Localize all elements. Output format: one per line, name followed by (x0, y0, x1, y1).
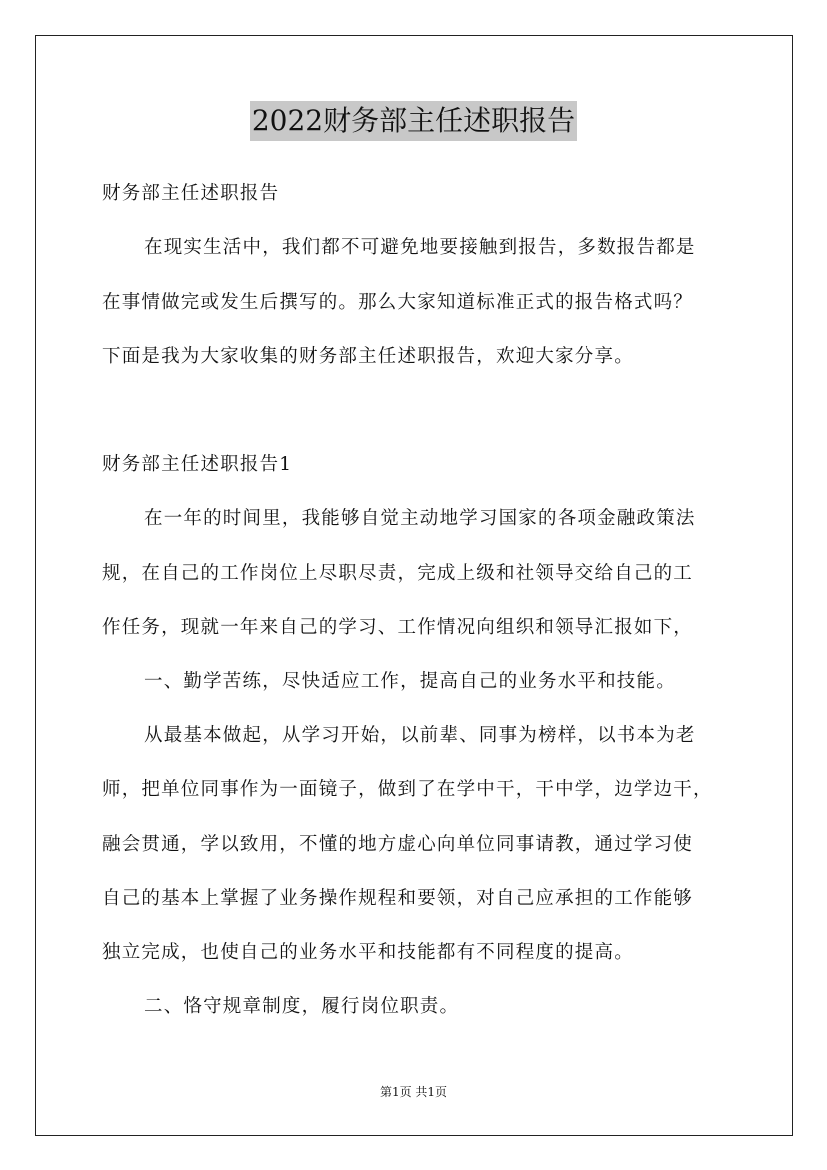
section-heading: 财务部主任述职报告1 (102, 454, 293, 475)
body-line-3: 作任务，现就一年来自己的学习、工作情况向组织和领导汇报如下， (102, 617, 694, 638)
body-line-2: 规，在自己的工作岗位上尽职尽责，完成上级和社领导交给自己的工 (102, 563, 694, 584)
intro-line-2: 在事情做完或发生后撰写的。那么大家知道标准正式的报告格式吗？ (102, 292, 694, 313)
title-container (0, 101, 827, 141)
intro-line-1: 在现实生活中，我们都不可避免地要接触到报告，多数报告都是 (144, 237, 696, 258)
body-line-7: 融会贯通，学以致用，不懂的地方虚心向单位同事请教，通过学习使 (102, 834, 694, 855)
document-subtitle: 财务部主任述职报告 (102, 183, 280, 204)
body-line-9: 独立完成，也使自己的业务水平和技能都有不同程度的提高。 (102, 942, 634, 963)
body-line-4: 一、勤学苦练，尽快适应工作，提高自己的业务水平和技能。 (144, 671, 676, 692)
document-title: 2022财务部主任述职报告 (250, 101, 577, 141)
body-line-10: 二、恪守规章制度，履行岗位职责。 (144, 996, 460, 1017)
intro-line-3: 下面是我为大家收集的财务部主任述职报告，欢迎大家分享。 (102, 346, 634, 367)
body-line-1: 在一年的时间里，我能够自觉主动地学习国家的各项金融政策法 (144, 508, 696, 529)
body-line-8: 自己的基本上掌握了业务操作规程和要领，对自己应承担的工作能够 (102, 888, 694, 909)
body-line-5: 从最基本做起，从学习开始，以前辈、同事为榜样，以书本为老 (144, 725, 696, 746)
page-footer: 第1页 共1页 (379, 1085, 448, 1099)
body-line-6: 师，把单位同事作为一面镜子，做到了在学中干，干中学，边学边干， (102, 779, 713, 800)
